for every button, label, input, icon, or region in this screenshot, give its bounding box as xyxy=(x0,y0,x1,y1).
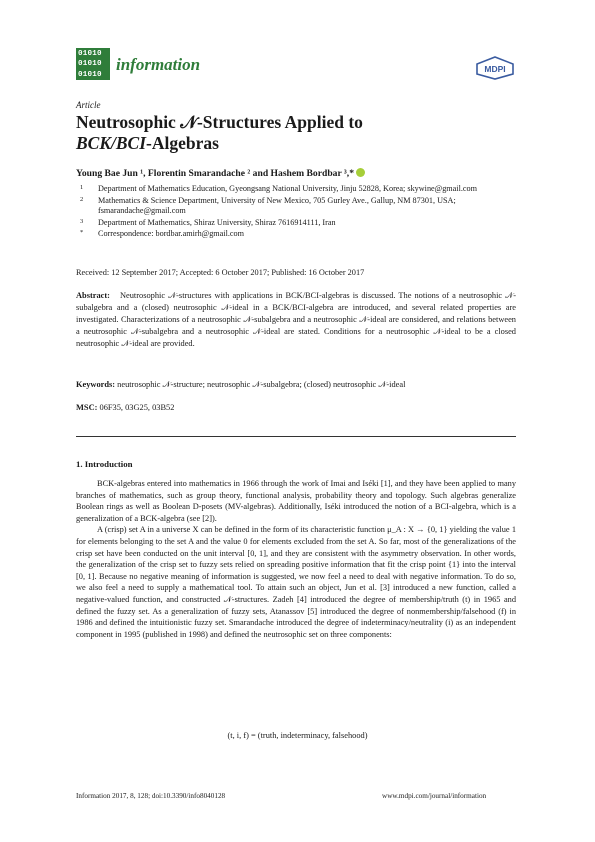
equation: (t, i, f) = (truth, indeterminacy, falsehood) xyxy=(227,731,368,740)
keywords-text: neutrosophic 𝒩-structure; neutrosophic 𝒩-subalgebra; (closed) neutrosophic 𝒩-ideal xyxy=(117,380,406,389)
journal-url[interactable]: www.mdpi.com/journal/information xyxy=(382,792,487,800)
correspondence-text: Correspondence: bordbar.amirh@gmail.com xyxy=(98,229,245,239)
abstract-label: Abstract: xyxy=(76,291,110,300)
correspondence-item xyxy=(76,229,516,240)
affiliation-item xyxy=(76,184,516,195)
journal-logo xyxy=(76,48,110,80)
section-divider xyxy=(76,436,516,437)
journal-name: information xyxy=(116,55,201,74)
affiliation-text: Department of Mathematics Education, Gyeongsang National University, Jinju 52828, Korea; skywine@gmail.com xyxy=(98,184,477,193)
mdpi-logo-icon xyxy=(474,56,516,80)
affiliation-item xyxy=(76,218,516,229)
body-text xyxy=(76,478,516,640)
title-italic-part: BCK/BCI xyxy=(76,133,147,153)
affiliation-text: Mathematics & Science Department, University of New Mexico, 705 Gurley Ave., Gallup, NM 87301, USA; fsmarandache@gmail.com xyxy=(98,195,456,216)
citation-footer: Information 2017, 8, 128; doi:10.3390/info8040128 xyxy=(76,792,226,800)
affiliation-number: 1 xyxy=(80,184,84,191)
page-title xyxy=(76,112,516,154)
keywords-label: Keywords: xyxy=(76,380,116,389)
section-heading: 1. Introduction xyxy=(76,459,133,469)
abstract-text: Neutrosophic 𝒩-structures with applications in BCK/BCI-algebras is discussed. The notions of a neutrosophic 𝒩-subalgebra and a (closed) neutrosophic 𝒩-ideal in a BCK/BCI-algebra are introduced, and several related properties are investigated. Characterizations of a neutrosophic 𝒩-subalgebra and a neutrosophic 𝒩-ideal are considered, and relations between a neutrosophic 𝒩-subalgebra and a neutrosophic 𝒩-ideal are stated. Conditions for a neutrosophic 𝒩-ideal to be a closed neutrosophic 𝒩-ideal are provided. xyxy=(76,291,516,348)
affiliations xyxy=(76,184,516,241)
logo-line: 01010 xyxy=(78,70,102,79)
publisher-name: MDPI xyxy=(484,64,506,74)
title-line-1: Neutrosophic 𝒩-Structures Applied to xyxy=(76,112,363,132)
authors-text: Young Bae Jun ¹, Florentin Smarandache ² and Hashem Bordbar ³,* xyxy=(76,168,355,179)
article-type: Article xyxy=(76,100,101,110)
title-line-2 xyxy=(76,133,516,154)
abstract xyxy=(76,290,516,350)
publication-dates: Received: 12 September 2017; Accepted: 6 October 2017; Published: 16 October 2017 xyxy=(76,268,365,277)
title-rest: -Algebras xyxy=(146,133,219,153)
msc-text: 06F35, 03G25, 03B52 xyxy=(99,403,175,412)
affiliation-text: Department of Mathematics, Shiraz University, Shiraz 7616914111, Iran xyxy=(98,217,336,227)
affiliation-number: * xyxy=(80,229,84,237)
keywords xyxy=(76,380,405,390)
paragraph: BCK-algebras entered into mathematics in 1966 through the work of Imai and Iséki [1], and they have been applied to many branches of mathematics, such as group theory, functional analysis, probability theory and topology. Such algebras generalize Boolean rings as well as Boolean D-posets (MV-algebras). Additionally, Iséki introduced the notion of a BCI-algebra, which is a generalization of a BCK-algebra (see [2]). xyxy=(76,479,516,523)
author-list xyxy=(76,168,365,179)
orcid-icon[interactable] xyxy=(356,168,365,177)
msc-codes xyxy=(76,403,174,412)
logo-line: 01010 xyxy=(78,50,102,58)
paragraph: A (crisp) set A in a universe X can be defined in the form of its characteristic function μ_A : X → {0, 1} yielding the value 1 for elements belonging to the set A and the value 0 for elements excluded from the set A. So far, most of the generalizations of the crisp set have been conducted on the unit interval [0, 1], and they are consistent with the asymmetry observation. In other words, the generalization of the crisp set to fuzzy sets relied on spreading positive information that fit the crisp point {1} into the interval [0, 1]. Because no negative meaning of information is suggested, we now feel a need to deal with negative information. To do so, we also feel a need to supply a mathematical tool. To attain such an object, Jun et al. [3] introduced a new function, called a negative-valued function, and constructed 𝒩-structures. Zadeh [4] introduced the degree of membership/truth (t) in 1965 and defined the fuzzy set. As a generalization of fuzzy sets, Atanassov [5] introduced the degree of nonmembership/falsehood (f) in 1986 and defined the intuitionistic fuzzy set. Smarandache introduced the degree of indeterminacy/neutrality (i) as an independent component in 1995 (published in 1998) and defined the neutrosophic set on three components: xyxy=(76,525,516,639)
logo-line: 01010 xyxy=(78,60,102,69)
affiliation-item xyxy=(76,196,516,217)
affiliation-number: 2 xyxy=(80,195,84,203)
msc-label: MSC: xyxy=(76,403,98,412)
affiliation-number: 3 xyxy=(80,217,84,225)
